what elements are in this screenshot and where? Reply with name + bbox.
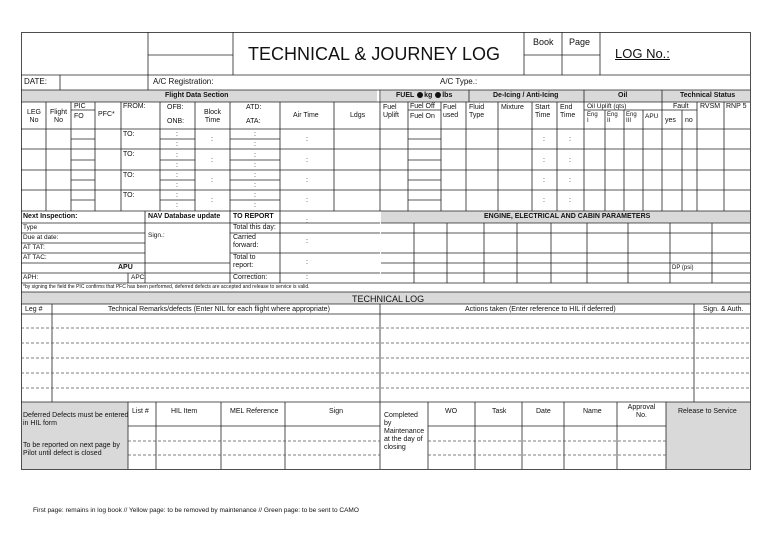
eng3-header: Eng III xyxy=(626,112,637,124)
air-time-colon: : xyxy=(306,197,308,204)
pfc-header: PFC* xyxy=(98,111,115,118)
end-time-header: End Time xyxy=(560,104,576,119)
end-colon: : xyxy=(569,157,571,164)
aph-label: APH: xyxy=(23,274,39,281)
sign-label: Sign.: xyxy=(148,232,165,239)
fuel-section-label xyxy=(396,92,452,100)
carried-forward-label: Carried forward: xyxy=(233,234,259,249)
end-colon: : xyxy=(569,197,571,204)
apu-oil-header: APU xyxy=(645,113,659,120)
flight-no-header: Flight No xyxy=(49,109,68,124)
fo-header: FO xyxy=(74,113,84,120)
landings-header: Ldgs xyxy=(350,112,366,119)
to-label: TO: xyxy=(123,151,135,158)
leg-number-header: Leg # xyxy=(25,306,43,313)
technical-log-title: TECHNICAL LOG xyxy=(352,294,425,304)
block-time-header: Block Time xyxy=(203,109,222,124)
report-colon: : xyxy=(306,218,308,225)
time-colon: : xyxy=(254,152,256,159)
apc-label: APC: xyxy=(131,274,147,281)
total-to-report-label: Total to report: xyxy=(233,254,256,269)
log-no-label: LOG No.: xyxy=(615,46,670,61)
time-colon: : xyxy=(176,172,178,179)
page-distribution-footer: First page: remains in log book // Yellow page: to be removed by maintenance // Green page: to be sent to CAMO xyxy=(33,507,359,514)
correction-label: Correction: xyxy=(233,274,268,281)
time-colon: : xyxy=(176,202,178,209)
hil-item-header: HIL Item xyxy=(171,408,198,415)
time-colon: : xyxy=(254,141,256,148)
ata-header: ATA: xyxy=(246,118,261,125)
fuel-title: FUEL xyxy=(396,92,415,99)
page-title: TECHNICAL & JOURNEY LOG xyxy=(248,44,501,64)
start-colon: : xyxy=(543,177,545,184)
to-label: TO: xyxy=(123,192,135,199)
to-report-label: TO REPORT xyxy=(233,213,274,220)
page-label: Page xyxy=(569,37,591,47)
technical-status-label: Technical Status xyxy=(680,92,736,99)
lbs-radio[interactable] xyxy=(435,92,441,98)
time-colon: : xyxy=(176,141,178,148)
to-label: TO: xyxy=(123,131,135,138)
wo-header: WO xyxy=(445,408,458,415)
registration-label: A/C Registration: xyxy=(153,77,214,86)
start-colon: : xyxy=(543,136,545,143)
ofb-header: OFB: xyxy=(167,104,184,111)
time-colon: : xyxy=(254,131,256,138)
mixture-header: Mixture xyxy=(501,104,524,111)
remarks-header: Technical Remarks/defects (Enter NIL for each flight where appropriate) xyxy=(108,306,330,313)
name-header: Name xyxy=(583,408,602,415)
block-colon: : xyxy=(211,197,213,204)
eng2-header: Eng II xyxy=(607,112,618,124)
sign-header: Sign xyxy=(329,408,344,415)
flight-data-section-label: Flight Data Section xyxy=(165,92,229,99)
mel-reference-header: MEL Reference xyxy=(230,408,279,415)
time-colon: : xyxy=(176,162,178,169)
pic-confirmation-note: *by signing the field the PIC confirms that PFC has been performed, deferred defects are accepted and release to service is valid. xyxy=(23,284,310,290)
eng1-header: Eng I xyxy=(587,112,598,124)
fuel-used-header: Fuel used xyxy=(443,104,459,119)
block-colon: : xyxy=(211,177,213,184)
air-time-colon: : xyxy=(306,157,308,164)
time-colon: : xyxy=(176,152,178,159)
sign-auth-header: Sign. & Auth. xyxy=(703,306,744,313)
fault-no-header: no xyxy=(685,117,693,124)
deferred-instruction: Deferred Defects must be entered in HIL form xyxy=(23,412,129,427)
fuel-uplift-header: Fuel Uplift xyxy=(383,104,399,119)
start-colon: : xyxy=(543,157,545,164)
atd-header: ATD: xyxy=(246,104,262,111)
fault-yes-header: yes xyxy=(665,117,676,124)
air-time-header: Air Time xyxy=(293,112,319,119)
fuel-off-header: Fuel Off xyxy=(410,103,435,110)
report-colon: : xyxy=(306,238,308,245)
time-colon: : xyxy=(176,192,178,199)
time-colon: : xyxy=(254,192,256,199)
at-tac-label: AT TAC: xyxy=(23,254,47,261)
pic-header: PIC xyxy=(74,103,86,110)
start-colon: : xyxy=(543,197,545,204)
rnp5-header: RNP 5 xyxy=(726,103,747,110)
block-colon: : xyxy=(211,157,213,164)
report-colon: : xyxy=(306,259,308,266)
dp-label: DP (psi) xyxy=(672,265,694,271)
leg-no-header: LEG No xyxy=(26,109,41,124)
block-colon: : xyxy=(211,136,213,143)
apu-label: APU xyxy=(118,264,133,271)
list-header: List # xyxy=(132,408,149,415)
onb-header: ONB: xyxy=(167,118,185,125)
time-colon: : xyxy=(176,182,178,189)
engine-params-label: ENGINE, ELECTRICAL AND CABIN PARAMETERS xyxy=(484,213,651,220)
air-time-colon: : xyxy=(306,177,308,184)
aircraft-type-label: A/C Type.: xyxy=(440,77,478,86)
rvsm-header: RVSM xyxy=(700,103,721,110)
book-label: Book xyxy=(533,37,554,47)
due-date-label: Due at date: xyxy=(23,234,59,241)
to-label: TO: xyxy=(123,172,135,179)
task-header: Task xyxy=(492,408,507,415)
time-colon: : xyxy=(254,202,256,209)
air-time-colon: : xyxy=(306,136,308,143)
type-label: Type xyxy=(23,224,38,231)
fuel-on-header: Fuel On xyxy=(410,113,435,120)
start-time-header: Start Time xyxy=(535,104,551,119)
at-tat-label: AT TAT: xyxy=(23,244,45,251)
next-inspection-label: Next Inspection: xyxy=(23,213,78,220)
time-colon: : xyxy=(254,162,256,169)
report-colon: : xyxy=(306,274,308,281)
total-this-day-label: Total this day: xyxy=(233,224,276,231)
fault-header: Fault xyxy=(673,103,689,110)
approval-no-header: Approval No. xyxy=(627,404,656,419)
time-colon: : xyxy=(254,182,256,189)
deicing-section-label: De-Icing / Anti-Icing xyxy=(493,92,559,99)
actions-header: Actions taken (Enter reference to HIL if deferred) xyxy=(465,306,616,313)
oil-section-label: Oil xyxy=(618,92,628,99)
release-to-service-header: Release to Service xyxy=(678,408,737,415)
oil-uplift-header: Oil Uplift (qts) xyxy=(587,103,627,110)
report-instruction: To be reported on next page by Pilot until defect is closed xyxy=(23,442,120,457)
date-label: DATE: xyxy=(24,77,47,86)
end-colon: : xyxy=(569,136,571,143)
date-header: Date xyxy=(536,408,551,415)
nav-db-label: NAV Database update xyxy=(148,213,221,220)
completed-by-maintenance: Completed by Maintenance at the day of closing xyxy=(384,412,425,451)
kg-radio[interactable] xyxy=(417,92,423,98)
lbs-label: lbs xyxy=(442,92,453,99)
time-colon: : xyxy=(176,131,178,138)
time-colon: : xyxy=(254,172,256,179)
kg-label: kg xyxy=(424,92,433,99)
fluid-type-header: Fluid Type xyxy=(469,104,485,119)
from-header: FROM: xyxy=(123,103,146,110)
end-colon: : xyxy=(569,177,571,184)
